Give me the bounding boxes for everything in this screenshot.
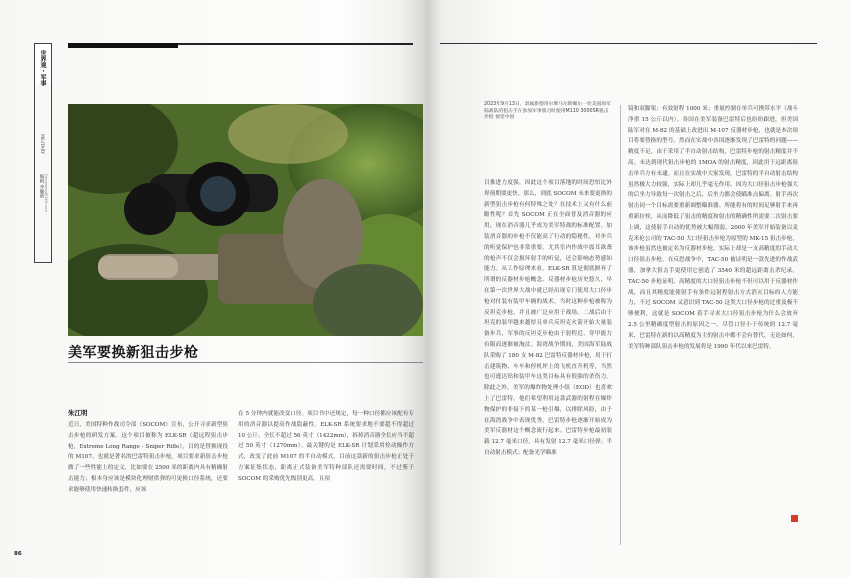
column-divider [620, 105, 621, 545]
body-column-2: 在 5 分钟内就能改变口径。项目书中还规定，每一种口径都应该配有专用的消音器以提高作战隐蔽性。ELK-SR 系统要求地不要超不得超过 10 公斤，全长不超过 56 英寸（1422mm），拆掉消音器全长应当不超过 50 英寸（1270mm）。最关键的是 ELK-SR 计划采用栓动操作方式，改变了此前 M107 的半自动模式。目前这款新的狙击步枪正处于方案征集状态，距离正式装备美军特种部队还需要时间，不过鉴于 SOCOM 的采购优先级别更高，且项 [238, 411, 414, 482]
body-column-1: 近日，美国特种作战司令部（SOCOM）宣布，公开寻求新型狙击步枪的研发方案。这个项目被称为 ELK-SR（超远程狙击步枪，Extreme Long Range - Sniper Rifle），目的是替换现役的 M107、也就是著名的巴雷特狙击步枪。项目要求新狙击步枪做了一些性能上的定义，比如要在 2500 米的距离内具有精确射击能力；根本身应该是模块化理财供弹的可更换口径系统，还要求能够使用快速转换套件，应该 [68, 422, 228, 493]
article-end-mark [791, 515, 798, 522]
photo-caption: 2023年9月13日，隶属新德哥尔摩马尔斯佩尔一处美国海军陆战队的狙击手在参加军事演习时使用M110 3000SR狙击步枪 视觉中国 [484, 102, 611, 121]
page-number: 86 [14, 551, 22, 557]
title-rule [68, 362, 423, 363]
editor-label: 编辑 李毓新 [39, 174, 44, 198]
sniper-photo-illustration [68, 104, 423, 336]
section-label-cn: 世界观・军事 [39, 50, 46, 86]
section-label-en: MILITARY [39, 134, 44, 155]
article-title: 美军要换新狙击步枪 [68, 345, 199, 361]
article-photo [68, 104, 423, 336]
body-column-3: 目推进力度强，因此这个项目落地的时间恐怕比外界预期要更快。那么，到底 SOCOM 未来要更换的新型狙击步枪有何特殊之处？在技术上又有什么前瞻性呢？首先 SOCOM 正在全面普及消音器的应用，现在消音器几乎成为美军特战的标准配置。加装消音器的步枪不仅能高了行动的隐秘性，对步兵的听觉保护也非常重要。尤其室内作战中震耳欲聋的枪声不仅会损坏射手的听觉，还会影响态势感知能力。从工作原理来看，ELK-SR 算是彻底摒弃了所谓的反器材步枪概念。反器材步枪历史悠久，早在第一次世界大战中就已经出现专门使用大口径步枪对付装有装甲车辆的战术，当时这种步枪被称为反坦克步枪，并且被广泛应用于战场。二战后由于坦克的装甲越来越厚且单兵反坦克火箭开始大量装备步兵，军事的反坦克步枪由于射程近、穿甲能力有限而逐渐被淘汰。海湾战争期间，美国海军陆战队采购了 180 支 M-82 巴雷特反器材步枪，用于打击建筑物、车车和停机坪上的飞机直升机等，当然也可逃达钻和装甲车这类目标具有很强的杀伤力。除此之外，美军的爆炸物处理小组（EOD）也喜欢上了巴雷特，他们希望利用这款武器的射程在爆炸物保护的非接下的某一枪引爆，以排除风险，由于在海湾战争中表现优秀，巴雷特步枪逐渐开始成为美军反器材这个概念流行起来。巴雷特步枪最初装载 12.7 毫米口径，具有发射 12.7 毫米口径弹；半自动射击模式；配备光学瞄准 [484, 180, 612, 456]
article-author: 朱江明 [68, 409, 88, 417]
top-rule-left-accent [68, 43, 178, 48]
top-rule-right [440, 43, 817, 44]
section-tab [34, 43, 52, 263]
editor-email: limonseng@163.com [44, 174, 48, 212]
body-column-4: 镜和双脚架；有效射程 1000 米；重量控制在单兵可携带水平（战斗净重 15 公斤以内）。各国在美军装备巴雷特后也纷纷跟进，但美国陆军对在 M-82 的基础上改进出 M-107 反器材步枪，也就是本次项目将要替换的型号。然而在实战中各国逐渐发现了巴雷特的问题——精度不足，由于采用了半自动射击结构，巴雷特步枪的射击精度并不高。未达到现代狙击步枪的 1MOA 的射击精度，因此用于远距离狙击单兵方有未逮。而且在实战中大家发现，巴雷特的半自动射击结构虽然极大力较强，实际上却几乎毫无作用。因为大口径狙击步枪强大的后坐力导致每一次射击之后，后坐力都会使瞄准点偏离。射手再次射击同一个目标需要重新调整瞄准器。所能将有的时间足够射手来再重新拉栓，从而降低了狙击的精度和射击的精确性所需要二次射击要上调，这使射手自动的优势被大幅削弱。2000 年美军开始装备以麦克米伦公司的 TAC-50 大口径狙击步枪为原型的 MK-15 狙击步枪，该步枪虽然也被定名为反器材步枪，实际上却是一支高精度的手动大口径狙击步枪。在反恐战争中，TAC-50 被证明是一款先进的作战武器，加拿大狙击手更使用它创造了 3540 米的超远距离击杀纪录。TAC-50 步枪证明，高精度的大口径狙击步枪不但可以用于反器材作战，而且其精度能使射手有条件远射程射击方式消灭目标的人力能力，不过 SOCOM 又意识到 TAC-50 这类大口径步枪的过重及极不够便利，这就是 SOCOM 着手寻求大口径狙击步枪为什么会放弃 2.5 公里精确度型射击的原因之一。尽管口径小于传统的 12.7 毫米，巴雷特在新的以高精度为主的射击中都不会有替代，无论如何，美军特种部队狙击步枪的发展将是 1990 年代以来巴雷特。 [628, 106, 798, 350]
